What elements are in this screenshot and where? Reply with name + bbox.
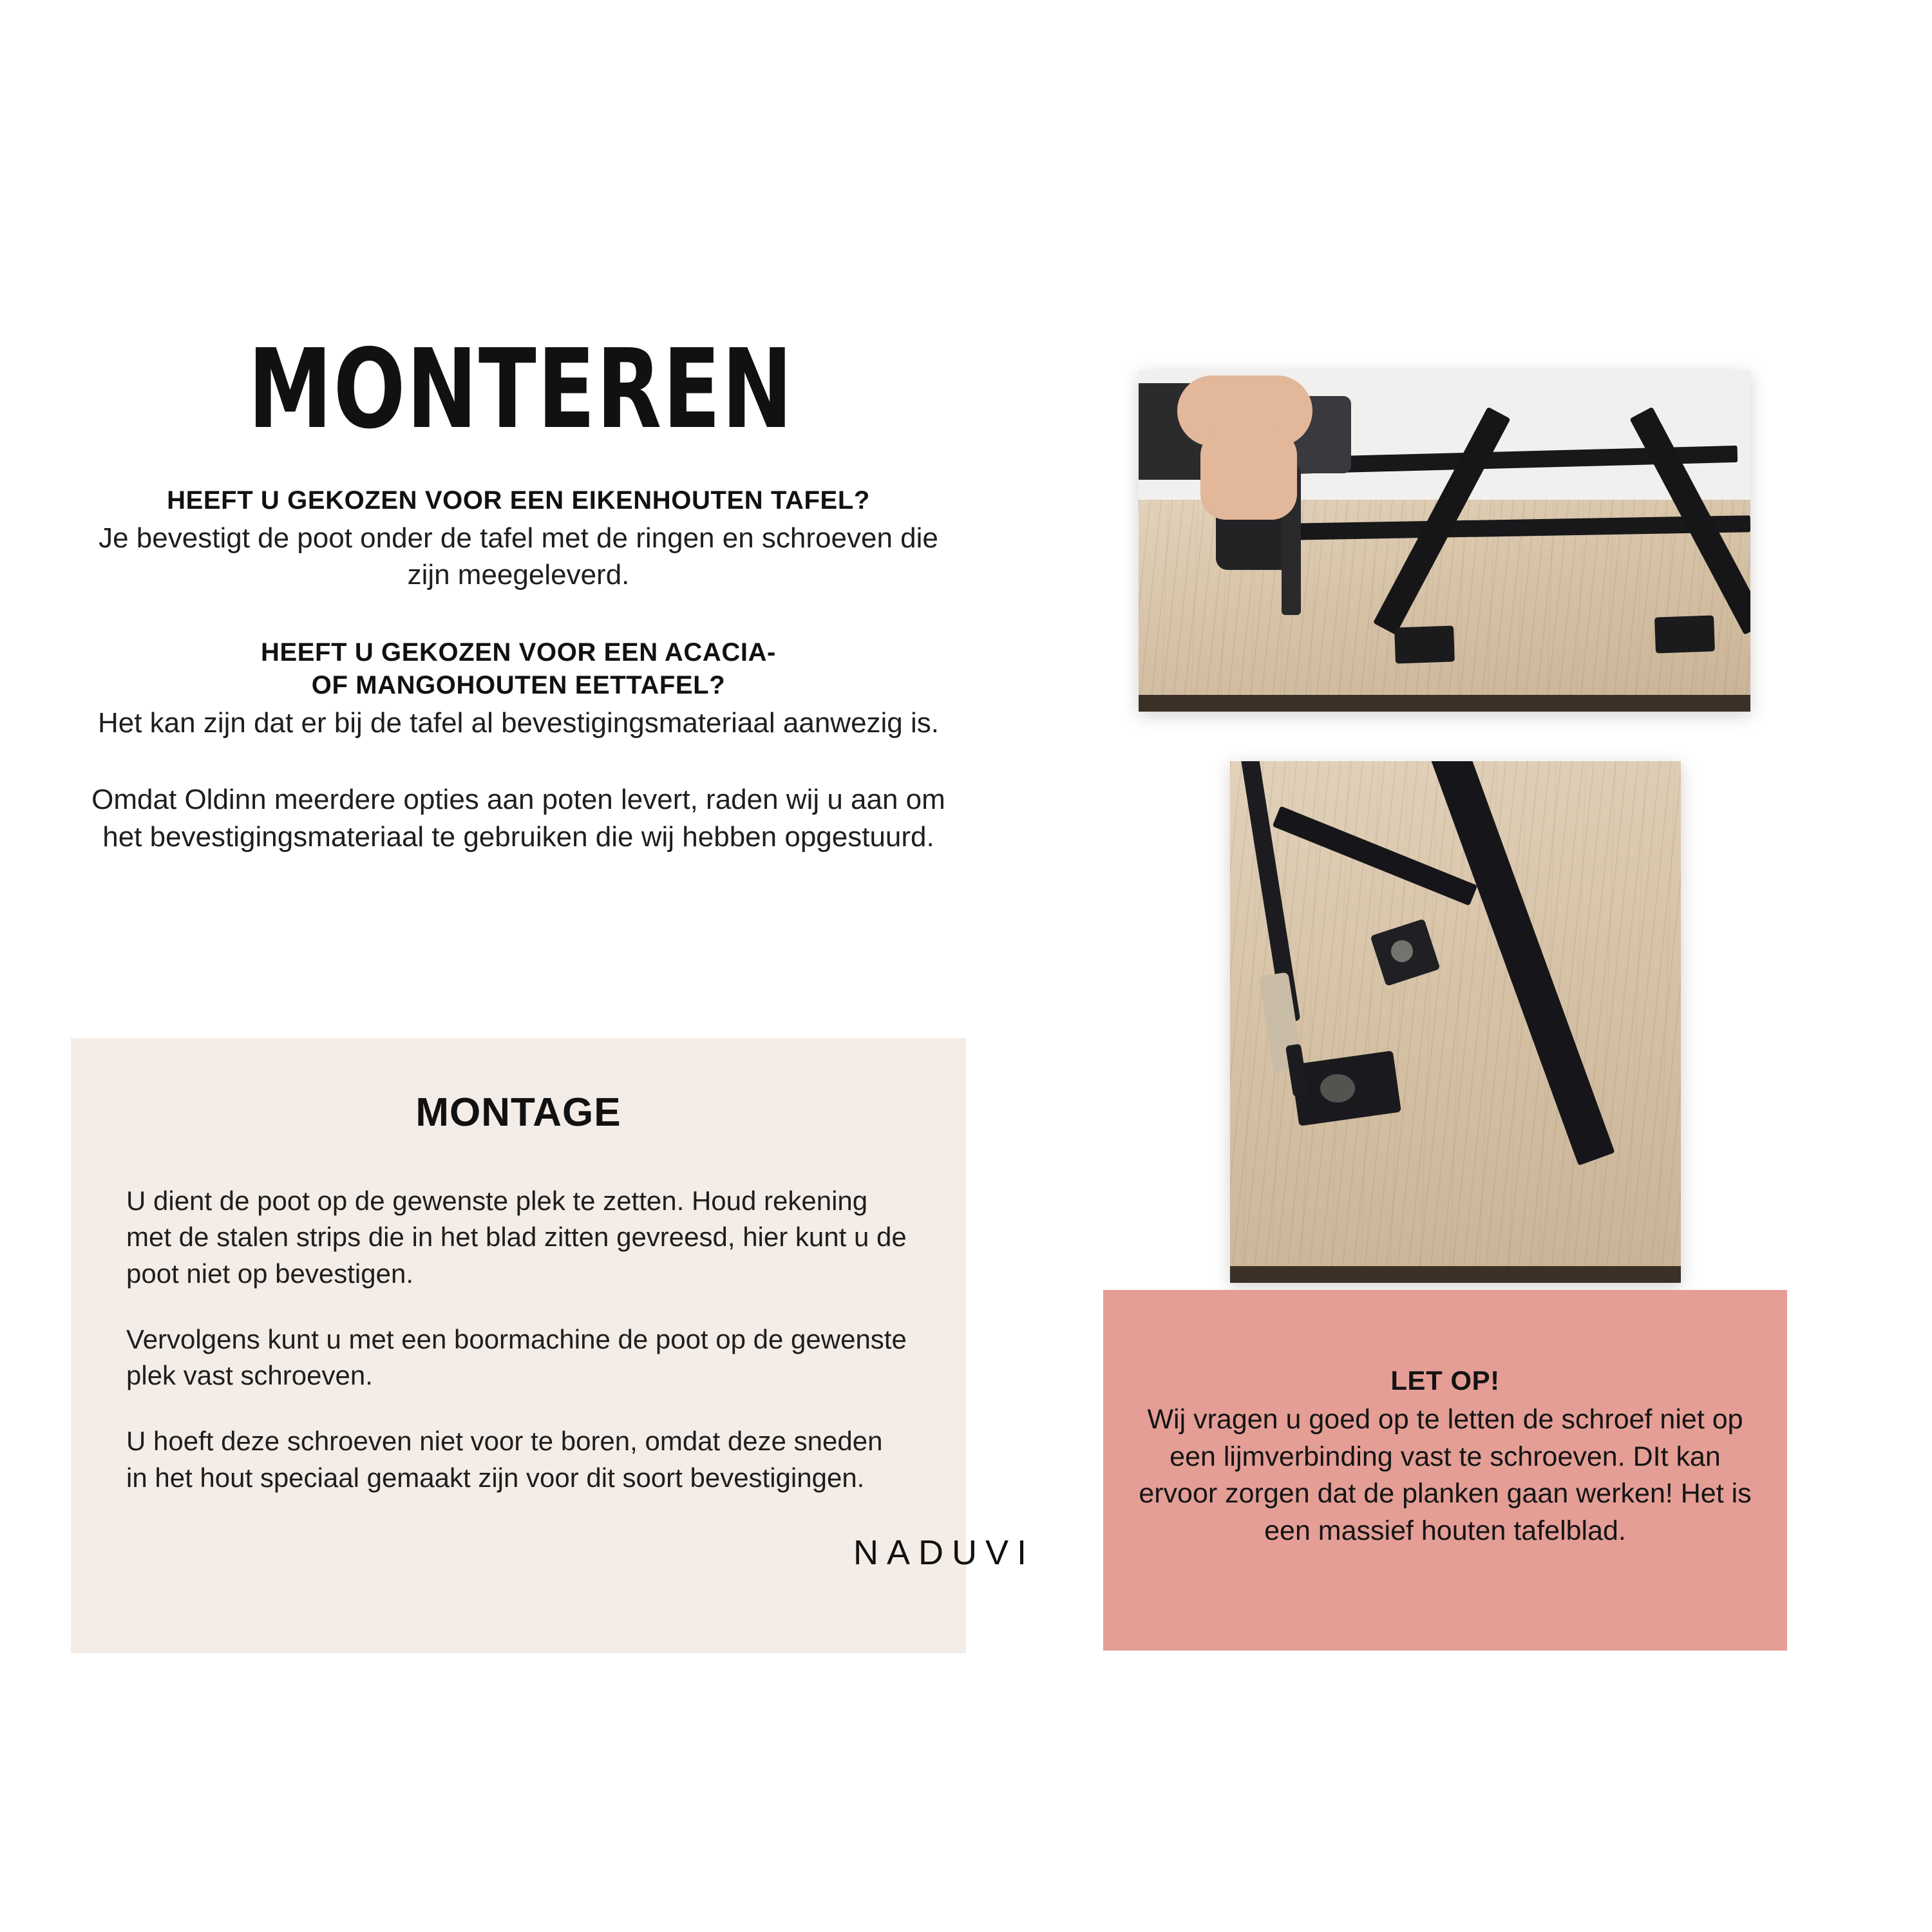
page-title: MONTEREN: [248, 326, 794, 453]
question-two-heading-line2: OF MANGOHOUTEN EETTAFEL?: [311, 670, 726, 699]
table-edge: [1230, 1266, 1681, 1283]
washer: [1320, 1074, 1355, 1103]
intro-note: Omdat Oldinn meerdere opties aan poten levert, raden wij u aan om het bevestigingsmateriaal te gebruiken die wij hebben opgestuurd.: [91, 784, 945, 853]
bracket-bolt: [1391, 940, 1413, 962]
spacer: [90, 594, 947, 636]
question-one-body: Je bevestigt de poot onder de tafel met de ringen en schroeven die zijn meegeleverd.: [99, 522, 938, 591]
brand-logo: NADUVI: [853, 1533, 1036, 1572]
question-two-heading-line1: HEEFT U GEKOZEN VOOR EEN ACACIA-: [261, 638, 776, 667]
wood-texture: [1230, 761, 1681, 1283]
leg-foot-plate: [1654, 615, 1715, 653]
question-two-body: Het kan zijn dat er bij de tafel al bevestigingsmateriaal aanwezig is.: [97, 706, 940, 739]
hand-fingers: [1200, 430, 1297, 520]
photo-table-leg-screw: [1230, 761, 1681, 1283]
montage-panel: [71, 1038, 966, 1653]
montage-paragraph: U hoeft deze schroeven niet voor te boren, omdat deze sneden in het hout speciaal gemaakt zijn voor dit soort bevestigingen.: [126, 1426, 883, 1493]
montage-title: MONTAGE: [415, 1090, 621, 1135]
montage-body: [71, 1183, 966, 1496]
warning-box: [1103, 1290, 1787, 1651]
montage-paragraph: Vervolgens kunt u met een boormachine de poot op de gewenste plek vast schroeven.: [126, 1323, 907, 1391]
leg-foot-plate: [1394, 625, 1455, 663]
spacer: [90, 741, 947, 781]
table-edge: [1139, 695, 1750, 712]
photo-drilling-table-leg: [1139, 370, 1750, 712]
question-one-heading: HEEFT U GEKOZEN VOOR EEN EIKENHOUTEN TAFEL?: [167, 486, 870, 515]
warning-body: Wij vragen u goed op te letten de schroef niet op een lijmverbinding vast te schroeven. DIt kan ervoor zorgen dat de planken gaan werken! Het is een massief houten tafelblad.: [1139, 1404, 1752, 1546]
intro-section: [90, 484, 947, 856]
warning-title: LET OP!: [1390, 1365, 1500, 1396]
left-content-column: [71, 326, 1037, 856]
montage-paragraph: U dient de poot op de gewenste plek te zetten. Houd rekening met de stalen strips die in het blad zitten gevreesd, hier kunt u de poot niet op bevestigen.: [126, 1186, 907, 1289]
